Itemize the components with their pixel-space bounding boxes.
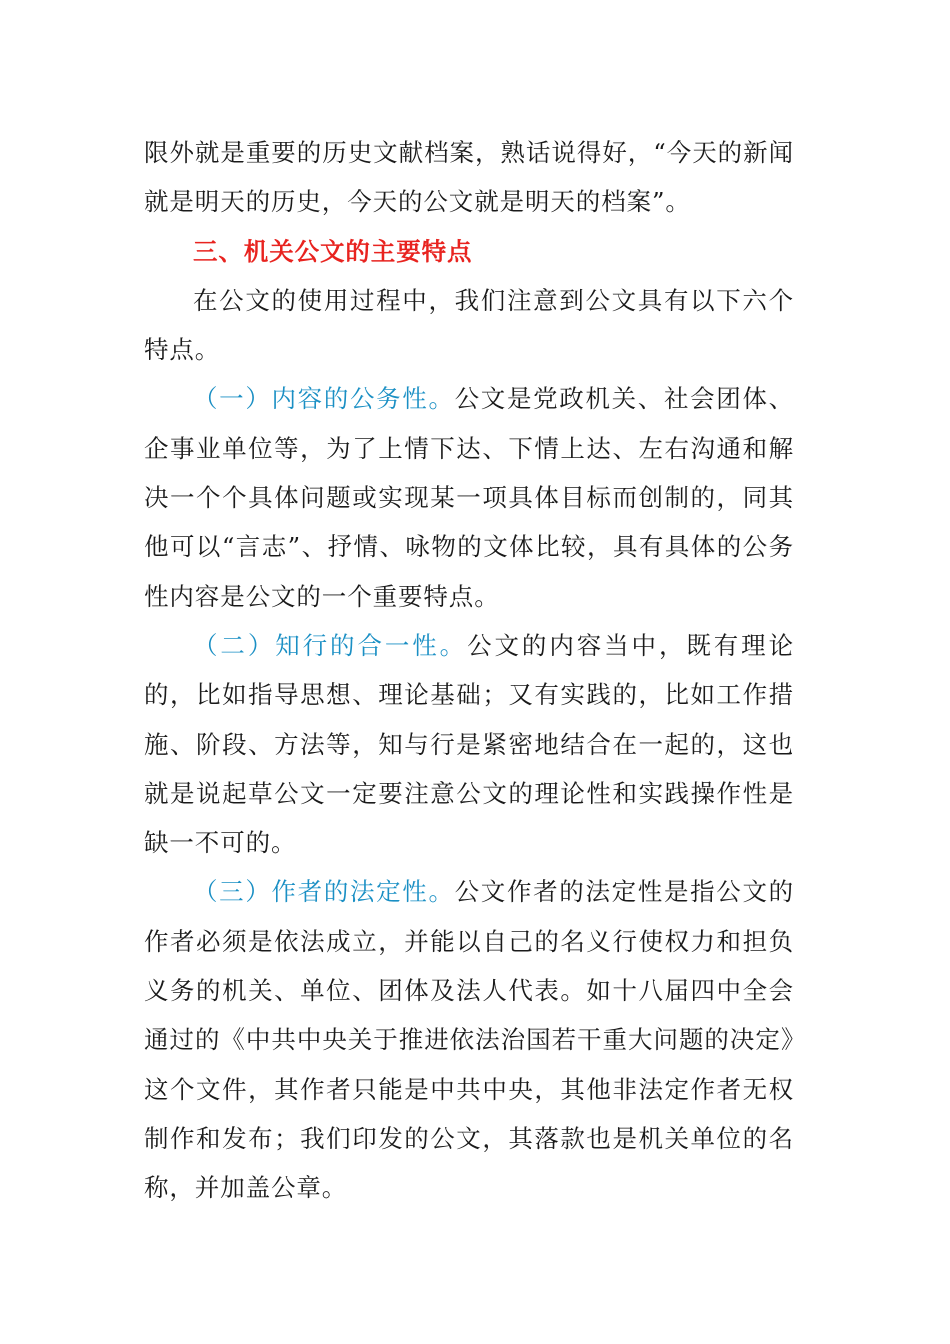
continuation-text: 限外就是重要的历史文献档案，熟话说得好，“今天的新闻就是明天的历史，今天的公文就是明天的档案”。: [144, 138, 794, 217]
continuation-paragraph: [144, 128, 794, 227]
item-heading-2: （二）知行的合一性。: [193, 630, 468, 660]
document-body: [144, 128, 794, 1213]
section-title-paragraph: [144, 227, 794, 276]
item-paragraph-2: [144, 621, 794, 867]
section-title: 三、机关公文的主要特点: [193, 236, 473, 266]
item-body-3: 公文作者的法定性是指公文的作者必须是依法成立，并能以自己的名义行使权力和担负义务的机关、单位、团体及法人代表。如十八届四中全会通过的《中共中央关于推进依法治国若干重大问题的决定》这个文件，其作者只能是中共中央，其他非法定作者无权制作和发布；我们印发的公文，其落款也是机关单位的名称，并加盖公章。: [144, 877, 795, 1203]
item-body-1: 公文是党政机关、社会团体、企事业单位等，为了上情下达、下情上达、左右沟通和解决一个个具体问题或实现某一项具体目标而创制的，同其他可以“言志”、抒情、咏物的文体比较，具有具体的公务性内容是公文的一个重要特点。: [144, 384, 795, 611]
item-paragraph-1: [144, 374, 794, 620]
item-heading-1: （一）内容的公务性。: [193, 384, 455, 414]
item-paragraph-3: [144, 867, 794, 1212]
intro-paragraph: [144, 276, 794, 375]
intro-text: 在公文的使用过程中，我们注意到公文具有以下六个特点。: [144, 285, 794, 365]
item-body-2: 公文的内容当中，既有理论的，比如指导思想、理论基础；又有实践的，比如工作措施、阶段、方法等，知与行是紧密地结合在一起的，这也就是说起草公文一定要注意公文的理论性和实践操作性是缺一不可的。: [144, 630, 794, 858]
item-heading-3: （三）作者的法定性。: [193, 877, 455, 907]
